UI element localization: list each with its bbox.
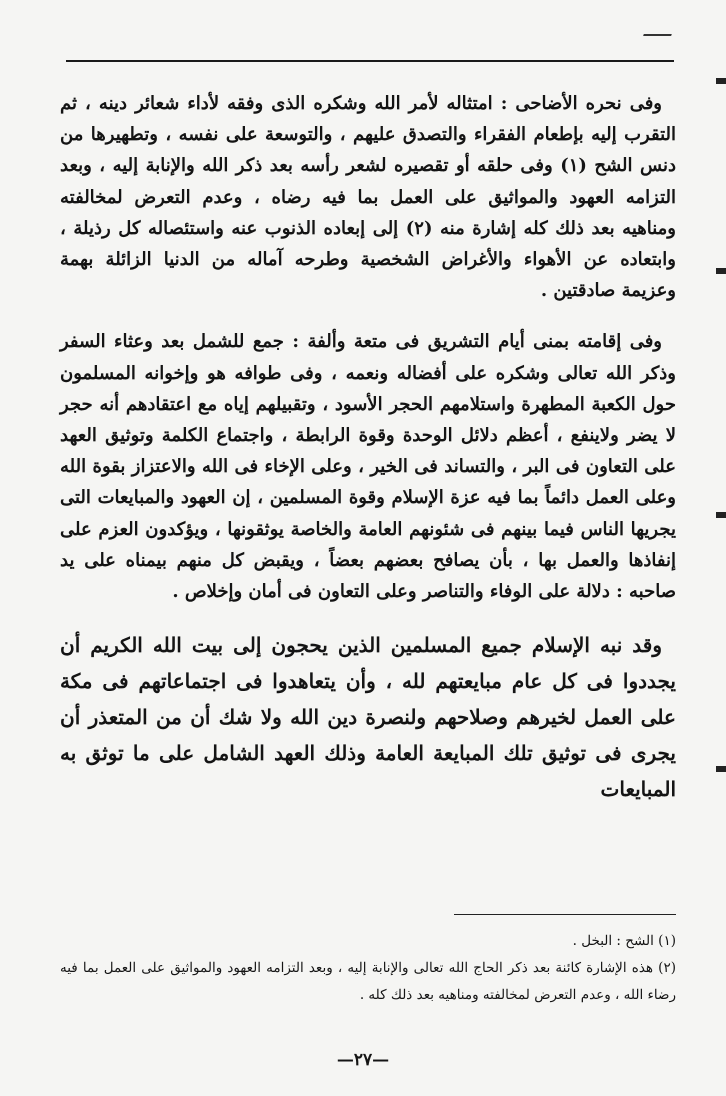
footnote: (٢) هذه الإشارة كائنة بعد ذكر الحاج الله تعالى والإنابة إليه ، وبعد التزامه العهود والمواثيق على العمل بما فيه رضاء الله ، وعدم التعرض لمخالفته ومناهيه بعد ذلك كله . (60, 960, 676, 1003)
footnote: (١) الشح : البخل . (572, 933, 676, 949)
page-edge-mark (716, 512, 726, 518)
header-rule (66, 60, 674, 62)
page-edge-mark (716, 766, 726, 772)
body-text (60, 88, 676, 807)
footnotes (60, 928, 676, 1009)
paragraph: وقد نبه الإسلام جميع المسلمين الذين يحجون إلى بيت الله الكريم أن يجددوا فى كل عام مبايعتهم لله ، وأن يتعاهدوا فى اجتماعاتهم فى مكة على العمل لخيرهم وصلاحهم ولنصرة دين الله ولا شك أن من المتعذر أن يجرى فى توثيق تلك المبايعة العامة وذلك العهد الشامل على ما توثق به المبايعات (60, 633, 676, 802)
paragraph: وفى نحره الأضاحى : امتثاله لأمر الله وشكره الذى وفقه لأداء شعائر دينه ، ثم التقرب إليه بإطعام الفقراء والتصدق عليهم ، والتوسعة على نفسه ، وتطهيرها من دنس الشح (١) وفى حلقه أو تقصيره لشعر رأسه بعد ذكر الله والإنابة إليه ، وبعد التزامه العهود والمواثيق على العمل بما فيه رضاه ، وعدم التعرض لمخالفته ومناهيه بعد ذلك كله إشارة منه (٢) إلى إبعاده الذنوب عنه واستئصاله كل رذيلة ، وابتعاده عن الأهواء والأغراض الشخصية وطرحه آماله من الدنيا الزائلة بهمة وعزيمة صادقتين . (60, 93, 676, 302)
page-edge-mark (716, 268, 726, 274)
page-number: —٢٧— (336, 1050, 390, 1070)
footnote-rule (454, 914, 676, 915)
paragraph: وفى إقامته بمنى أيام التشريق فى متعة وألفة : جمع للشمل بعد وعثاء السفر وذكر الله تعالى وشكره على أفضاله ونعمه ، وفى طوافه هو وإخوانه المسلمون حول الكعبة المطهرة واستلامهم الحجر الأسود ، وتقبيلهم إياه مع اعتقادهم أنه حجر لا يضر ولاينفع ، أعظم دلائل الوحدة وقوة الرابطة ، واجتماع الكلمة وتوثيق العهد على التعاون فى البر ، والتساند فى الخير ، وعلى الإخاء فى الله والاعتزاز بقوة الله وعلى العمل دائماً بما فيه عزة الإسلام وقوة المسلمين ، إن العهود والمبايعات التى يجريها الناس فيما بينهم فى شئونهم العامة والخاصة يوثقونها ، ويؤكدون العزم على إنفاذها والعمل بها ، بأن يصافح بعضهم بعضاً ، ويقبض كل منهم بيمناه على يد صاحبه : دلالة على الوفاء والتناصر وعلى التعاون فى أمان وإخلاص . (60, 331, 676, 603)
scan-mark (640, 34, 672, 44)
page-edge-mark (716, 78, 726, 84)
